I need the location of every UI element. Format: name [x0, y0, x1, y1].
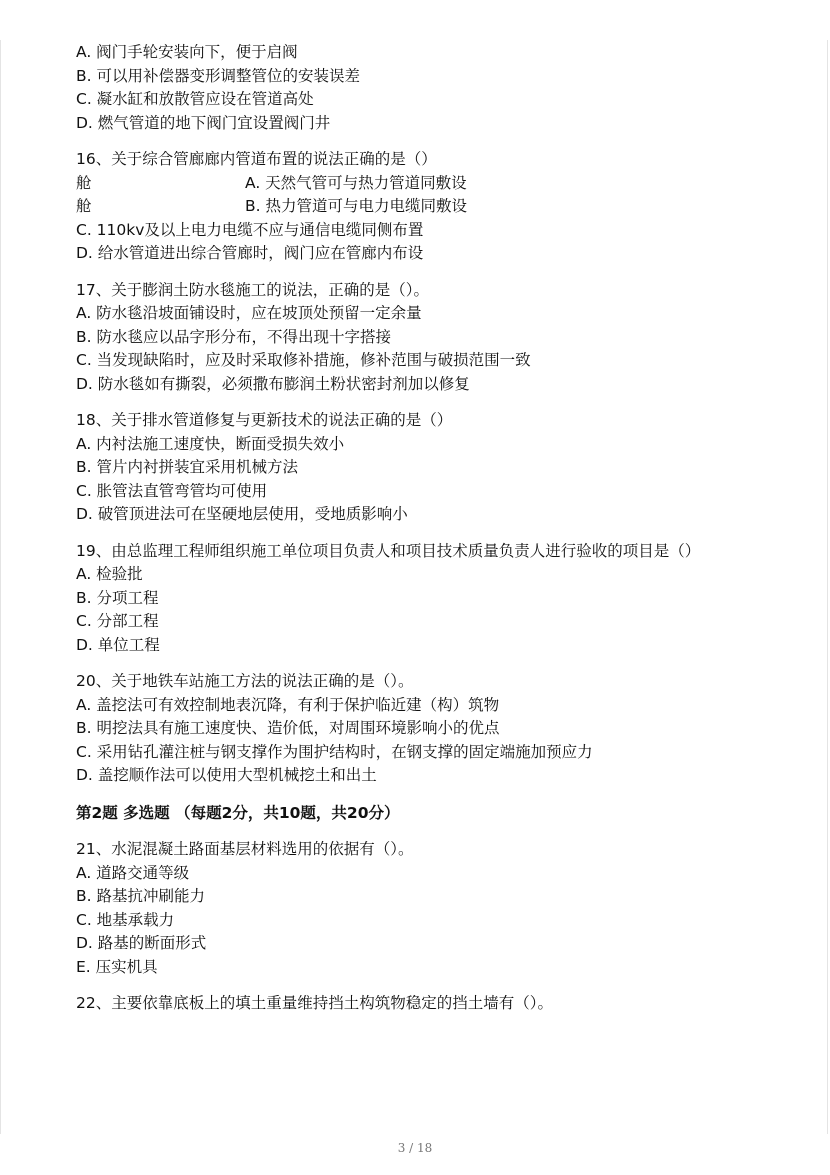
option-b: B. 路基抗冲刷能力 [76, 887, 205, 905]
question-stem: 20、关于地铁车站施工方法的说法正确的是（）。 [76, 672, 414, 690]
question-15-options [76, 41, 816, 135]
option-b: B. 热力管道可与电力电缆同敷设 [245, 197, 467, 215]
stray-char: 舱 [76, 173, 92, 192]
question-stem: 19、由总监理工程师组织施工单位项目负责人和项目技术质量负责人进行验收的项目是（） [76, 541, 701, 560]
question-21 [76, 838, 816, 979]
option-e: E. 压实机具 [76, 957, 158, 976]
option-c: C. 当发现缺陷时，应及时采取修补措施，修补范围与破损范围一致 [76, 351, 531, 369]
question-16 [76, 148, 816, 266]
option-c: C. 凝水缸和放散管应设在管道高处 [76, 90, 314, 108]
option-c: C. 胀管法直管弯管均可使用 [76, 481, 268, 500]
option-a: A. 检验批 [76, 565, 143, 583]
page-content [76, 40, 816, 1016]
option-d: D. 燃气管道的地下阀门宜设置阀门井 [76, 113, 331, 132]
page-indicator: 3 / 18 [397, 1141, 433, 1155]
question-stem: 17、关于膨润土防水毯施工的说法，正确的是（）。 [76, 280, 429, 299]
option-a: A. 阀门手轮安装向下，便于启阀 [76, 43, 298, 61]
option-b-row [76, 195, 816, 219]
option-b: B. 管片内衬拼装宜采用机械方法 [76, 458, 298, 476]
question-stem: 16、关于综合管廊廊内管道布置的说法正确的是（） [76, 150, 437, 168]
option-c: C. 采用钻孔灌注桩与钢支撑作为围护结构时，在钢支撑的固定端施加预应力 [76, 742, 593, 761]
question-stem: 22、主要依靠底板上的填土重量维持挡土构筑物稳定的挡土墙有（）。 [76, 994, 553, 1012]
option-d: D. 破管顶进法可在坚硬地层使用，受地质影响小 [76, 505, 408, 523]
question-19 [76, 540, 816, 658]
option-b: B. 防水毯应以品字形分布，不得出现十字搭接 [76, 327, 391, 346]
option-a: A. 防水毯沿坡面铺设时，应在坡顶处预留一定余量 [76, 304, 422, 322]
option-d: D. 盖挖顺作法可以使用大型机械挖土和出土 [76, 766, 377, 784]
option-d: D. 路基的断面形式 [76, 934, 207, 952]
option-b: B. 可以用补偿器变形调整管位的安装误差 [76, 66, 360, 85]
option-d: D. 防水毯如有撕裂，必须撒布膨润土粉状密封剂加以修复 [76, 374, 470, 393]
option-d: D. 单位工程 [76, 635, 160, 654]
question-stem: 21、水泥混凝土路面基层材料选用的依据有（）。 [76, 840, 414, 858]
stray-char: 舱 [76, 197, 92, 215]
document-page [0, 40, 828, 1134]
option-a: A. 盖挖法可有效控制地表沉降，有利于保护临近建（构）筑物 [76, 695, 500, 714]
option-a: A. 道路交通等级 [76, 863, 190, 882]
option-c: C. 分部工程 [76, 612, 159, 630]
option-d: D. 给水管道进出综合管廊时，阀门应在管廊内布设 [76, 244, 424, 262]
option-a: A. 天然气管可与热力管道同敷设 [245, 173, 467, 192]
option-b: B. 明挖法具有施工速度快、造价低，对周围环境影响小的优点 [76, 719, 500, 737]
question-17 [76, 279, 816, 397]
question-20 [76, 670, 816, 788]
question-18 [76, 409, 816, 527]
option-b: B. 分项工程 [76, 588, 159, 607]
option-a: A. 内衬法施工速度快，断面受损失效小 [76, 434, 345, 453]
question-stem: 18、关于排水管道修复与更新技术的说法正确的是（） [76, 411, 453, 429]
option-c: C. 地基承载力 [76, 910, 175, 929]
option-c: C. 110kv及以上电力电缆不应与通信电缆同侧布置 [76, 220, 424, 239]
question-22 [76, 992, 816, 1016]
section-heading: 第2题 多选题 （每题2分，共10题，共20分） [76, 803, 400, 822]
option-a-row [76, 172, 816, 196]
